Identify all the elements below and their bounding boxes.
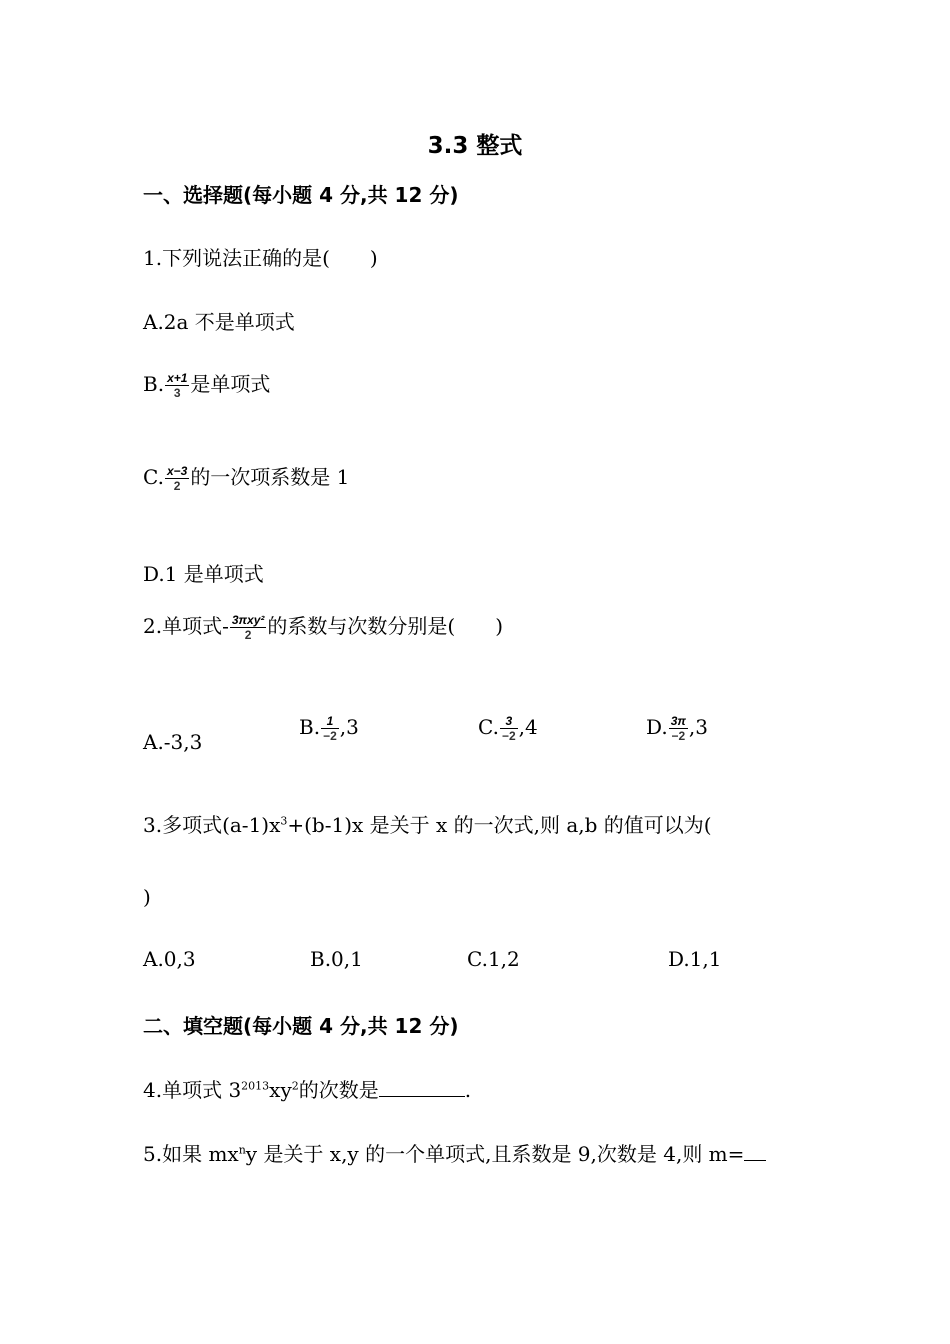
exponent: 3 xyxy=(280,814,288,828)
question-3-option-b: B.0,1 xyxy=(310,947,363,971)
fraction xyxy=(669,714,688,743)
numerator: x−3 xyxy=(166,464,188,478)
fraction xyxy=(500,714,518,743)
question-1-option-a: A.2a 不是单项式 xyxy=(143,310,295,334)
question-1-option-c xyxy=(143,461,349,493)
option-text: 是单项式 xyxy=(190,372,271,396)
question-3-option-a: A.0,3 xyxy=(143,947,196,971)
stem-text: +(b-1)x 是关于 x 的一次式,则 a,b 的值可以为( xyxy=(287,813,712,837)
question-2-stem xyxy=(143,610,503,642)
stem-text: 的系数与次数分别是( ) xyxy=(267,614,504,638)
option-label: C. xyxy=(143,465,164,489)
answer-blank[interactable] xyxy=(379,1078,465,1097)
stem-text: 4.单项式 3 xyxy=(143,1078,242,1102)
stem-text: . xyxy=(464,1078,472,1102)
question-2-option-d xyxy=(646,714,708,743)
stem-text: 5.如果 mx xyxy=(143,1142,239,1166)
question-1-option-d: D.1 是单项式 xyxy=(143,562,264,586)
option-label: B. xyxy=(299,715,321,739)
fraction xyxy=(165,464,189,493)
option-text: ,3 xyxy=(339,715,359,739)
fraction xyxy=(230,613,267,642)
section-heading-fill: 二、填空题(每小题 4 分,共 12 分) xyxy=(143,1014,459,1038)
option-label: B. xyxy=(143,372,165,396)
denominator: 3 xyxy=(165,385,189,400)
numerator: 1 xyxy=(326,714,334,728)
question-2-option-a: A.-3,3 xyxy=(143,730,203,754)
option-text: ,3 xyxy=(688,715,708,739)
question-3-stem-close: ) xyxy=(143,885,151,909)
question-3-option-d: D.1,1 xyxy=(668,947,722,971)
denominator: 2 xyxy=(230,627,267,642)
fraction xyxy=(321,714,339,743)
option-text: 的一次项系数是 1 xyxy=(190,465,350,489)
page-title: 3.3 整式 xyxy=(427,133,523,159)
stem-text: 3.多项式(a-1)x xyxy=(143,813,281,837)
stem-text: 的次数是 xyxy=(298,1078,379,1102)
numerator: 3πxy² xyxy=(231,613,265,627)
option-text: ,4 xyxy=(518,715,538,739)
question-5-stem xyxy=(143,1138,766,1167)
option-label: D. xyxy=(646,715,668,739)
numerator: 3 xyxy=(505,714,513,728)
exponent: n xyxy=(238,1143,246,1157)
question-3-option-c: C.1,2 xyxy=(467,947,520,971)
exponent: 2013 xyxy=(241,1079,270,1093)
fraction xyxy=(165,371,189,400)
question-3-stem xyxy=(143,809,712,838)
denominator: −2 xyxy=(669,728,688,743)
stem-text: 2.单项式- xyxy=(143,614,229,638)
question-2-option-b xyxy=(299,714,359,743)
stem-text: xy xyxy=(269,1078,292,1102)
question-1-stem: 1.下列说法正确的是( ) xyxy=(143,246,378,270)
numerator: x+1 xyxy=(167,371,188,385)
question-1-option-b xyxy=(143,368,270,400)
question-4-stem xyxy=(143,1074,471,1103)
denominator: 2 xyxy=(165,478,189,493)
denominator: −2 xyxy=(323,729,337,743)
exponent: 2 xyxy=(291,1079,299,1093)
stem-text: y 是关于 x,y 的一个单项式,且系数是 9,次数是 4,则 m= xyxy=(245,1142,745,1166)
numerator: 3π xyxy=(670,714,686,728)
section-heading-choice: 一、选择题(每小题 4 分,共 12 分) xyxy=(143,183,459,207)
question-2-option-c xyxy=(478,714,538,743)
option-label: C. xyxy=(478,715,499,739)
answer-blank[interactable] xyxy=(744,1142,766,1161)
denominator: −2 xyxy=(501,729,516,743)
